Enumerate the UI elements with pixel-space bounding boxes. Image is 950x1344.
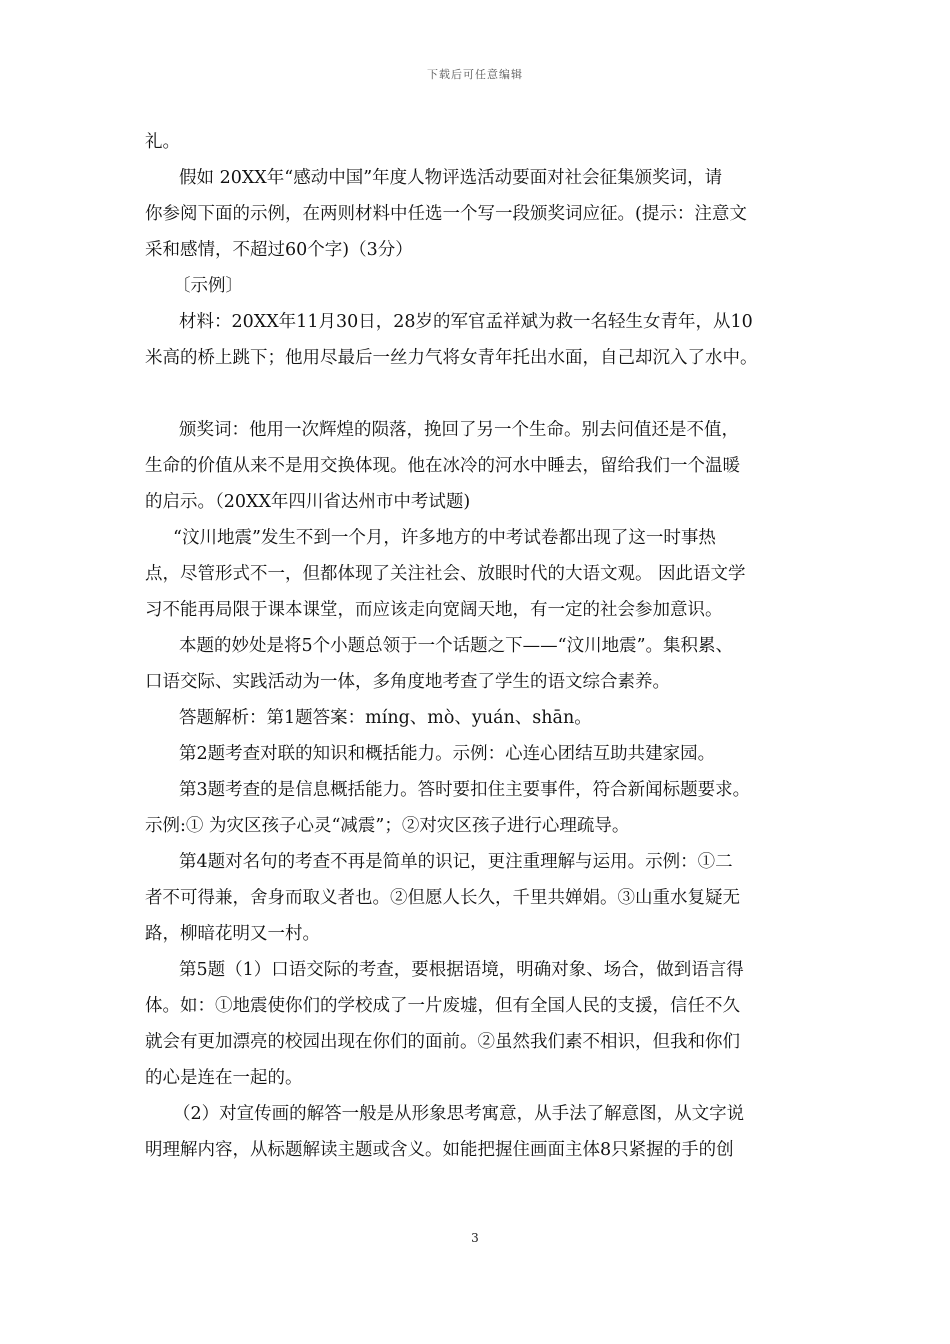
text-line: 第3题考查的是信息概括能力。答时要扣住主要事件，符合新闻标题要求。 — [179, 780, 751, 800]
text-line: 〔示例〕 — [173, 276, 243, 296]
text-line: 者不可得兼，舍身而取义者也。②但愿人长久，千里共婵娟。③山重水复疑无 — [145, 888, 740, 908]
text-line: 你参阅下面的示例，在两则材料中任选一个写一段颁奖词应征。(提示：注意文 — [145, 204, 747, 224]
text-line: 礼。 — [145, 132, 180, 152]
text-line: （2）对宣传画的解答一般是从形象思考寓意，从手法了解意图，从文字说 — [173, 1104, 745, 1124]
text-line: 路，柳暗花明又一村。 — [145, 924, 320, 944]
text-line: 米高的桥上跳下；他用尽最后一丝力气将女青年托出水面，自己却沉入了水中。 — [145, 348, 758, 368]
text-line: 明理解内容，从标题解读主题或含义。如能把握住画面主体8只紧握的手的创 — [145, 1140, 734, 1160]
text-line: 的启示。（20XX年四川省达州市中考试题) — [145, 492, 471, 512]
text-line: 假如 20XX年“感动中国”年度人物评选活动要面对社会征集颁奖词，请 — [179, 168, 723, 188]
text-line: 材料：20XX年11月30日，28岁的军官孟祥斌为救一名轻生女青年，从10 — [179, 312, 753, 332]
text-line: “汶川地震”发生不到一个月，许多地方的中考试卷都出现了这一时事热 — [173, 528, 716, 548]
text-line: 示例:① 为灾区孩子心灵“减震”；②对灾区孩子进行心理疏导。 — [145, 816, 630, 836]
text-line: 就会有更加漂亮的校园出现在你们的面前。②虽然我们素不相识，但我和你们 — [145, 1032, 740, 1052]
page-number: 3 — [471, 1231, 479, 1245]
text-line: 第2题考查对联的知识和概括能力。示例：心连心团结互助共建家园。 — [179, 744, 716, 764]
text-line: 点，尽管形式不一，但都体现了关注社会、放眼时代的大语文观。 因此语文学 — [145, 564, 746, 584]
text-line: 本题的妙处是将5个小题总领于一个话题之下——“汶川地震”。集积累、 — [179, 636, 734, 656]
text-line: 第4题对名句的考查不再是简单的识记，更注重理解与运用。示例：①二 — [179, 852, 733, 872]
text-line: 的心是连在一起的。 — [145, 1068, 303, 1088]
paragraph-spacer — [145, 376, 820, 412]
text-line: 颁奖词：他用一次辉煌的陨落，挽回了另一个生命。别去问值还是不值， — [179, 420, 739, 440]
text-line: 第5题（1）口语交际的考查，要根据语境，明确对象、场合，做到语言得 — [179, 960, 744, 980]
text-line: 体。如：①地震使你们的学校成了一片废墟，但有全国人民的支援，信任不久 — [145, 996, 740, 1016]
text-line: 口语交际、实践活动为一体，多角度地考查了学生的语文综合素养。 — [145, 672, 670, 692]
page-header-note: 下载后可任意编辑 — [427, 68, 523, 81]
text-line: 采和感情，不超过60个字)（3分） — [145, 240, 413, 260]
text-line: 答题解析：第1题答案：míng、mò、yuán、shān。 — [179, 708, 592, 728]
document-body — [145, 124, 820, 1168]
text-line: 习不能再局限于课本课堂，而应该走向宽阔天地，有一定的社会参加意识。 — [145, 600, 723, 620]
text-line: 生命的价值从来不是用交换体现。他在冰冷的河水中睡去，留给我们一个温暖 — [145, 456, 740, 476]
